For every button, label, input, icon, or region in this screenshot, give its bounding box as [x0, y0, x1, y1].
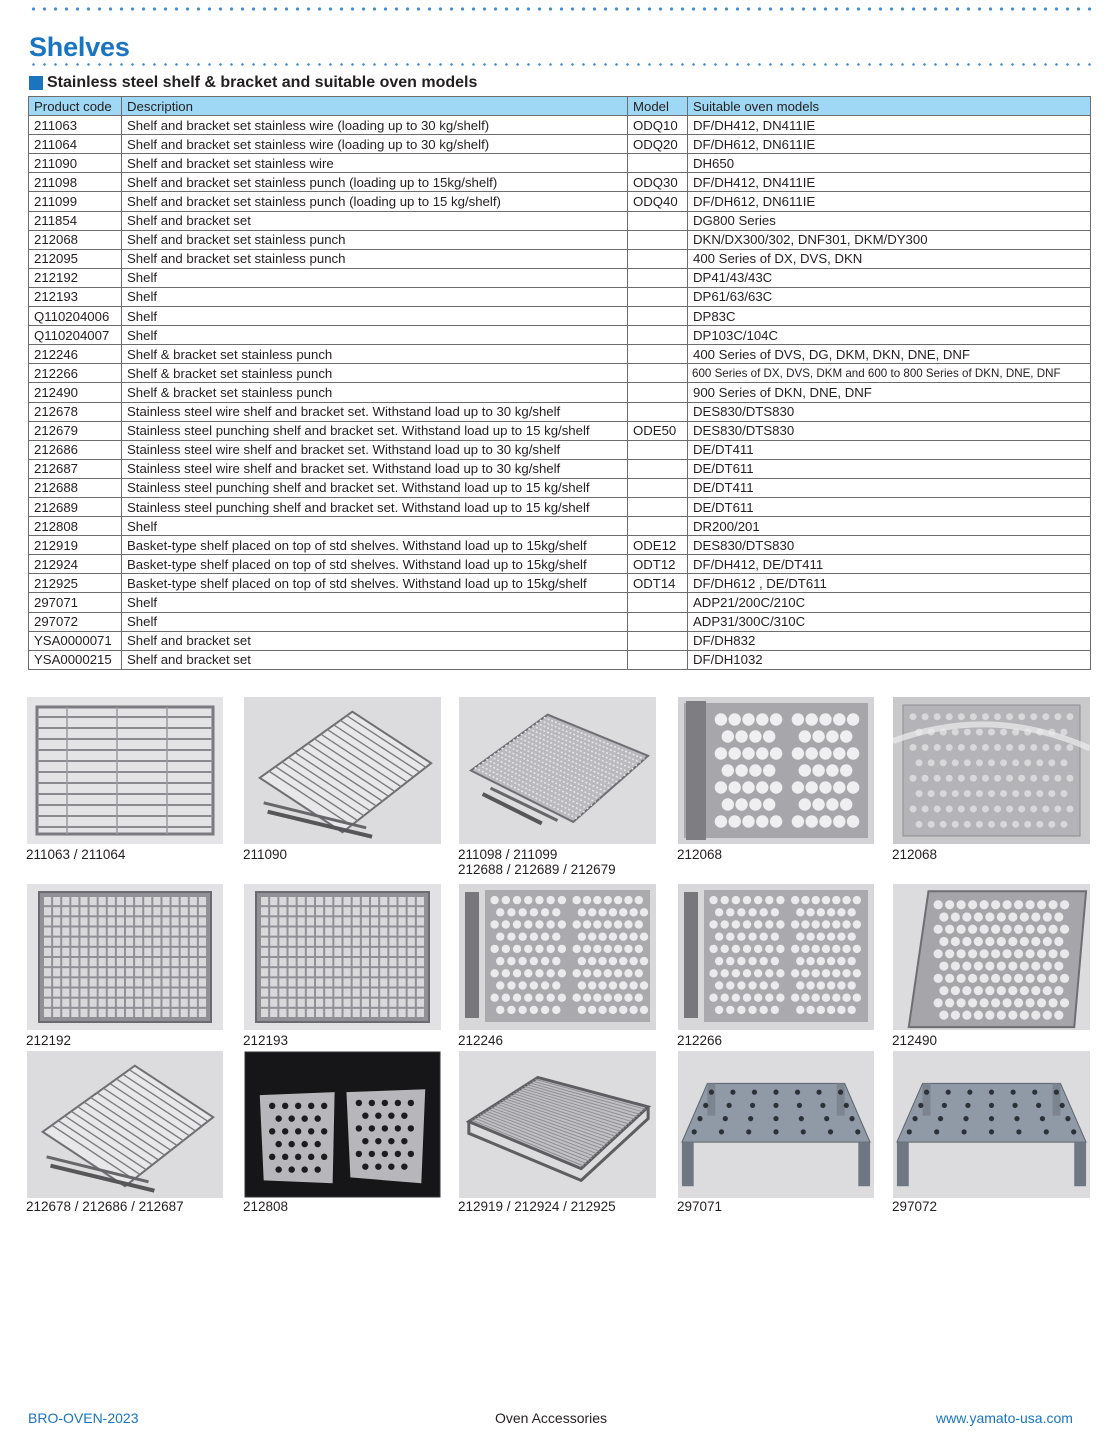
cell-model: [628, 517, 688, 536]
cell-suitable-oven-models: DF/DH412, DN411IE: [688, 116, 1091, 135]
cell-product-code: 211063: [29, 116, 122, 135]
photo-caption: 212068: [677, 847, 723, 862]
product-photo: [244, 697, 441, 844]
cell-description: Stainless steel wire shelf and bracket set. Withstand load up to 30 kg/shelf: [122, 402, 628, 421]
cell-description: Shelf and bracket set stainless punch: [122, 249, 628, 268]
table-row: [29, 268, 1091, 287]
cell-product-code: Q110204007: [29, 326, 122, 345]
shelf-photo-graphic: [459, 1051, 656, 1198]
cell-model: [628, 593, 688, 612]
table-row: [29, 593, 1091, 612]
cell-description: Shelf & bracket set stainless punch: [122, 345, 628, 364]
table-body: [29, 116, 1091, 670]
shelf-photo-graphic: [459, 697, 656, 844]
cell-description: Shelf & bracket set stainless punch: [122, 364, 628, 383]
cell-model: ODE12: [628, 536, 688, 555]
shelf-photo-graphic: [893, 884, 1090, 1030]
top-dotted-rule: [28, 7, 1092, 11]
cell-suitable-oven-models: DKN/DX300/302, DNF301, DKM/DY300: [688, 230, 1091, 249]
cell-product-code: 211064: [29, 135, 122, 154]
product-photo: [459, 697, 656, 844]
table-row: [29, 249, 1091, 268]
shelf-photo-graphic: [27, 1051, 223, 1198]
table-row: [29, 555, 1091, 574]
shelf-photo-graphic: [678, 697, 874, 844]
table-row: [29, 383, 1091, 402]
cell-model: ODE50: [628, 421, 688, 440]
cell-model: [628, 230, 688, 249]
product-photo: [244, 1051, 441, 1198]
cell-suitable-oven-models: DF/DH832: [688, 631, 1091, 650]
product-photo: [244, 884, 441, 1030]
cell-suitable-oven-models: DES830/DTS830: [688, 421, 1091, 440]
cell-model: [628, 612, 688, 631]
table-row: [29, 154, 1091, 173]
product-photo: [893, 1051, 1090, 1198]
header-model: Model: [628, 97, 688, 116]
table-header-row: [29, 97, 1091, 116]
table-row: [29, 536, 1091, 555]
cell-description: Shelf and bracket set stainless wire (loading up to 30 kg/shelf): [122, 116, 628, 135]
cell-description: Shelf and bracket set stainless wire (loading up to 30 kg/shelf): [122, 135, 628, 154]
cell-model: ODT14: [628, 574, 688, 593]
cell-suitable-oven-models: DP61/63/63C: [688, 287, 1091, 306]
cell-suitable-oven-models: DF/DH612, DN611IE: [688, 192, 1091, 211]
cell-product-code: 212688: [29, 478, 122, 497]
cell-product-code: 212686: [29, 440, 122, 459]
shelf-photo-graphic: [27, 697, 223, 844]
product-photo: [678, 884, 874, 1030]
header-description: Description: [122, 97, 628, 116]
cell-model: [628, 326, 688, 345]
table-row: [29, 173, 1091, 192]
cell-suitable-oven-models: DE/DT411: [688, 440, 1091, 459]
shelf-photo-graphic: [244, 697, 441, 844]
cell-model: [628, 307, 688, 326]
footer-doc-code: BRO-OVEN-2023: [28, 1410, 139, 1426]
footer-section-name: Oven Accessories: [495, 1410, 608, 1426]
product-photo: [459, 1051, 656, 1198]
cell-description: Stainless steel punching shelf and bracket set. Withstand load up to 15 kg/shelf: [122, 478, 628, 497]
cell-product-code: 212095: [29, 249, 122, 268]
cell-product-code: 212266: [29, 364, 122, 383]
cell-product-code: 212925: [29, 574, 122, 593]
table-row: [29, 459, 1091, 478]
cell-model: ODQ10: [628, 116, 688, 135]
product-photo: [459, 884, 656, 1030]
cell-product-code: 212246: [29, 345, 122, 364]
cell-suitable-oven-models: 400 Series of DVS, DG, DKM, DKN, DNE, DNF: [688, 345, 1091, 364]
cell-product-code: 212679: [29, 421, 122, 440]
photo-caption-secondary: 212688 / 212689 / 212679: [458, 862, 616, 877]
cell-product-code: 212687: [29, 459, 122, 478]
product-table: [28, 96, 1091, 670]
cell-product-code: Q110204006: [29, 307, 122, 326]
cell-product-code: 297071: [29, 593, 122, 612]
cell-description: Basket-type shelf placed on top of std shelves. Withstand load up to 15kg/shelf: [122, 536, 628, 555]
photo-caption: 212919 / 212924 / 212925: [458, 1199, 616, 1214]
photo-caption: 212193: [243, 1033, 289, 1048]
table-row: [29, 116, 1091, 135]
cell-product-code: 212192: [29, 268, 122, 287]
cell-description: Shelf and bracket set: [122, 631, 628, 650]
photo-caption: 212266: [677, 1033, 723, 1048]
shelf-photo-graphic: [244, 884, 441, 1030]
cell-suitable-oven-models: DP83C: [688, 307, 1091, 326]
table-row: [29, 497, 1091, 516]
cell-model: [628, 478, 688, 497]
shelf-photo-graphic: [244, 1051, 441, 1198]
photo-caption: 212808: [243, 1199, 289, 1214]
cell-suitable-oven-models: ADP21/200C/210C: [688, 593, 1091, 612]
product-photo: [27, 884, 223, 1030]
cell-model: [628, 440, 688, 459]
cell-suitable-oven-models: DF/DH612 , DE/DT611: [688, 574, 1091, 593]
shelf-photo-graphic: [27, 884, 223, 1030]
photo-caption: 297071: [677, 1199, 723, 1214]
cell-product-code: 212068: [29, 230, 122, 249]
cell-model: [628, 364, 688, 383]
table-row: [29, 517, 1091, 536]
cell-suitable-oven-models: DE/DT611: [688, 459, 1091, 478]
footer-website-link[interactable]: www.yamato-usa.com: [936, 1410, 1073, 1426]
photo-caption: 297072: [892, 1199, 938, 1214]
cell-suitable-oven-models: 900 Series of DKN, DNE, DNF: [688, 383, 1091, 402]
header-product-code: Product code: [29, 97, 122, 116]
cell-suitable-oven-models: DH650: [688, 154, 1091, 173]
cell-model: [628, 383, 688, 402]
photo-caption: 212678 / 212686 / 212687: [26, 1199, 184, 1214]
cell-product-code: 212678: [29, 402, 122, 421]
cell-suitable-oven-models: 400 Series of DX, DVS, DKN: [688, 249, 1091, 268]
cell-suitable-oven-models: DE/DT611: [688, 497, 1091, 516]
cell-description: Shelf: [122, 287, 628, 306]
cell-suitable-oven-models: DP103C/104C: [688, 326, 1091, 345]
cell-product-code: 212193: [29, 287, 122, 306]
cell-product-code: YSA0000215: [29, 650, 122, 669]
cell-model: [628, 268, 688, 287]
cell-description: Shelf: [122, 307, 628, 326]
table-row: [29, 440, 1091, 459]
cell-model: [628, 631, 688, 650]
photo-caption: 211063 / 211064: [26, 847, 126, 862]
photo-caption: 211098 / 211099: [458, 847, 558, 862]
cell-description: Shelf and bracket set stainless punch (loading up to 15kg/shelf): [122, 173, 628, 192]
cell-suitable-oven-models: DF/DH412, DN411IE: [688, 173, 1091, 192]
table-row: [29, 345, 1091, 364]
cell-model: ODQ40: [628, 192, 688, 211]
cell-description: Shelf: [122, 612, 628, 631]
cell-product-code: 212808: [29, 517, 122, 536]
shelf-photo-graphic: [893, 697, 1090, 844]
cell-model: [628, 154, 688, 173]
cell-product-code: 211099: [29, 192, 122, 211]
cell-model: ODQ30: [628, 173, 688, 192]
table-row: [29, 211, 1091, 230]
cell-suitable-oven-models: DF/DH412, DE/DT411: [688, 555, 1091, 574]
cell-description: Basket-type shelf placed on top of std shelves. Withstand load up to 15kg/shelf: [122, 555, 628, 574]
section-bullet: [29, 76, 43, 90]
cell-product-code: 212924: [29, 555, 122, 574]
cell-suitable-oven-models: DP41/43/43C: [688, 268, 1091, 287]
cell-suitable-oven-models: DF/DH612, DN611IE: [688, 135, 1091, 154]
cell-description: Shelf and bracket set stainless wire: [122, 154, 628, 173]
cell-suitable-oven-models: DE/DT411: [688, 478, 1091, 497]
photo-caption: 212490: [892, 1033, 938, 1048]
product-photo: [893, 697, 1090, 844]
cell-description: Shelf and bracket set: [122, 211, 628, 230]
cell-description: Shelf: [122, 268, 628, 287]
cell-product-code: 212490: [29, 383, 122, 402]
table-row: [29, 230, 1091, 249]
table-row: [29, 135, 1091, 154]
cell-description: Basket-type shelf placed on top of std shelves. Withstand load up to 15kg/shelf: [122, 574, 628, 593]
table-row: [29, 421, 1091, 440]
cell-suitable-oven-models: DES830/DTS830: [688, 536, 1091, 555]
table-row: [29, 287, 1091, 306]
cell-model: [628, 249, 688, 268]
cell-description: Shelf: [122, 517, 628, 536]
shelf-photo-graphic: [459, 884, 656, 1030]
cell-product-code: 211854: [29, 211, 122, 230]
cell-model: [628, 497, 688, 516]
cell-description: Shelf: [122, 593, 628, 612]
header-suitable-oven-models: Suitable oven models: [688, 97, 1091, 116]
table-row: [29, 631, 1091, 650]
table-row: [29, 307, 1091, 326]
table-row: [29, 364, 1091, 383]
photo-caption: 212068: [892, 847, 938, 862]
cell-model: [628, 287, 688, 306]
cell-model: [628, 459, 688, 478]
cell-product-code: 211090: [29, 154, 122, 173]
product-photo: [678, 1051, 874, 1198]
table-row: [29, 478, 1091, 497]
photo-caption: 211090: [243, 847, 288, 862]
table-row: [29, 612, 1091, 631]
cell-model: ODQ20: [628, 135, 688, 154]
photo-caption: 212192: [26, 1033, 72, 1048]
cell-description: Stainless steel punching shelf and bracket set. Withstand load up to 15 kg/shelf: [122, 497, 628, 516]
cell-product-code: 211098: [29, 173, 122, 192]
cell-model: ODT12: [628, 555, 688, 574]
cell-description: Shelf and bracket set stainless punch: [122, 230, 628, 249]
cell-suitable-oven-models: 600 Series of DX, DVS, DKM and 600 to 800 Series of DKN, DNE, DNF: [688, 364, 1091, 383]
shelf-photo-graphic: [678, 884, 874, 1030]
table-row: [29, 326, 1091, 345]
table-row: [29, 650, 1091, 669]
cell-description: Shelf & bracket set stainless punch: [122, 383, 628, 402]
page-title: Shelves: [29, 32, 130, 62]
cell-product-code: 297072: [29, 612, 122, 631]
title-dotted-rule: [28, 63, 1092, 66]
cell-suitable-oven-models: DG800 Series: [688, 211, 1091, 230]
shelf-photo-graphic: [678, 1051, 874, 1198]
cell-suitable-oven-models: DR200/201: [688, 517, 1091, 536]
cell-product-code: YSA0000071: [29, 631, 122, 650]
cell-suitable-oven-models: DF/DH1032: [688, 650, 1091, 669]
shelf-photo-graphic: [893, 1051, 1090, 1198]
cell-model: [628, 211, 688, 230]
cell-description: Stainless steel wire shelf and bracket set. Withstand load up to 30 kg/shelf: [122, 440, 628, 459]
cell-description: Shelf: [122, 326, 628, 345]
cell-description: Shelf and bracket set: [122, 650, 628, 669]
cell-model: [628, 402, 688, 421]
table-row: [29, 402, 1091, 421]
photo-caption: 212246: [458, 1033, 504, 1048]
cell-description: Stainless steel wire shelf and bracket set. Withstand load up to 30 kg/shelf: [122, 459, 628, 478]
product-photo: [893, 884, 1090, 1030]
product-photo: [27, 1051, 223, 1198]
section-heading-text: Stainless steel shelf & bracket and suitable oven models: [47, 74, 478, 91]
cell-model: [628, 650, 688, 669]
product-photo: [27, 697, 223, 844]
cell-description: Shelf and bracket set stainless punch (loading up to 15 kg/shelf): [122, 192, 628, 211]
table-row: [29, 574, 1091, 593]
cell-product-code: 212919: [29, 536, 122, 555]
cell-suitable-oven-models: ADP31/300C/310C: [688, 612, 1091, 631]
product-photo: [678, 697, 874, 844]
section-heading: [29, 74, 477, 92]
table-row: [29, 192, 1091, 211]
cell-description: Stainless steel punching shelf and bracket set. Withstand load up to 15 kg/shelf: [122, 421, 628, 440]
cell-product-code: 212689: [29, 497, 122, 516]
cell-model: [628, 345, 688, 364]
cell-suitable-oven-models: DES830/DTS830: [688, 402, 1091, 421]
